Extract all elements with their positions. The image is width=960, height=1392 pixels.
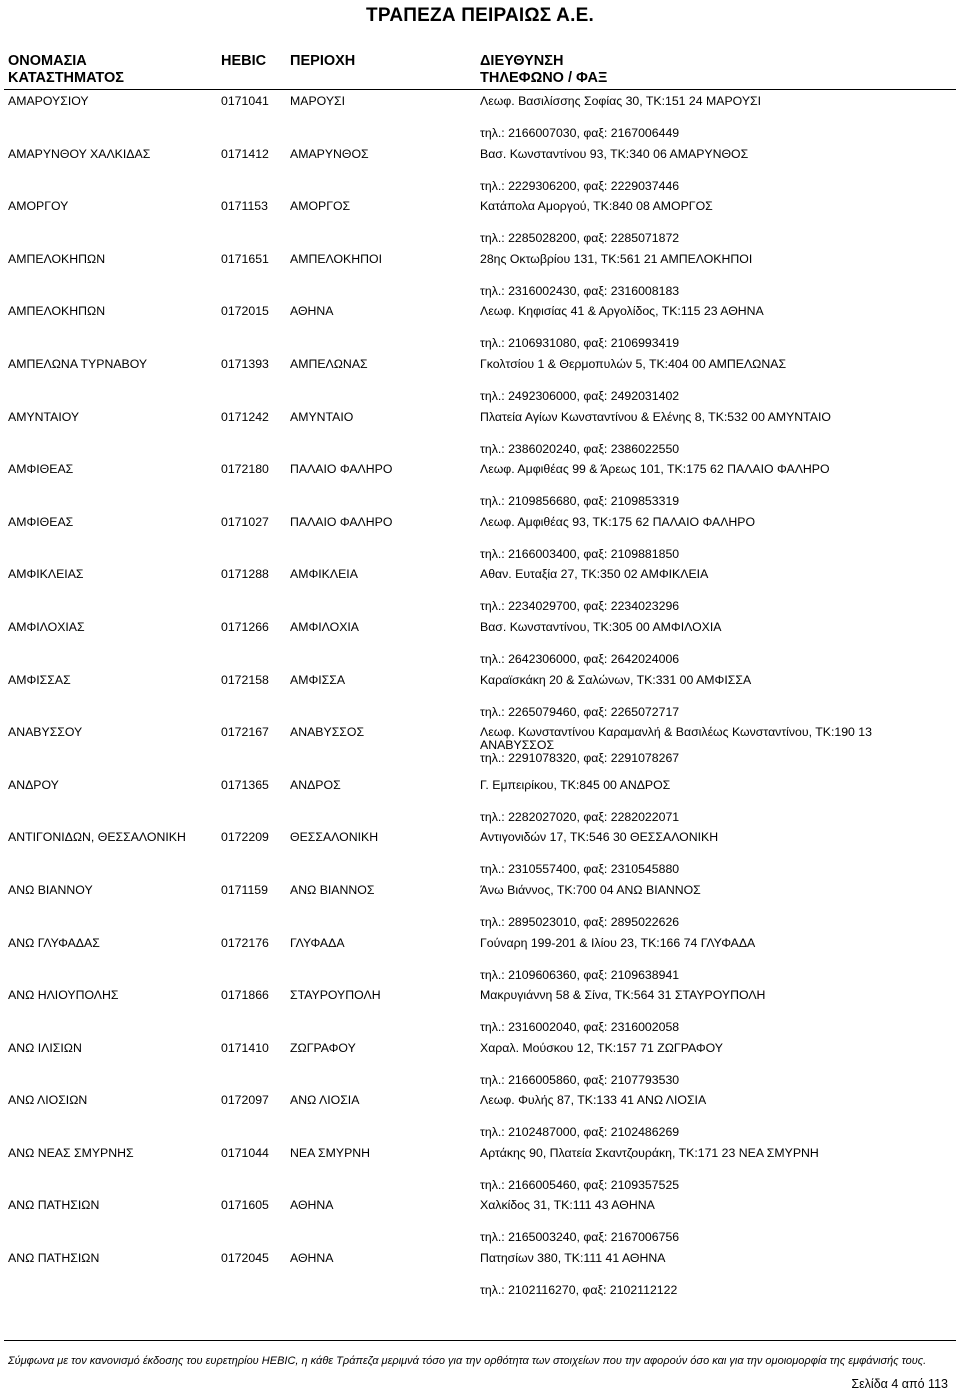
hebic-code: 0171412	[221, 146, 269, 161]
page-number: Σελίδα 4 από 113	[851, 1377, 948, 1391]
address: Λεωφ. Αμφιθέας 99 & Άρεως 101, ΤΚ:175 62 ΠΑΛΑΙΟ ΦΑΛΗΡΟ	[480, 462, 830, 477]
address: 28ης Οκτωβρίου 131, ΤΚ:561 21 ΑΜΠΕΛΟΚΗΠΟΙ	[480, 251, 753, 266]
header-address-line2: ΤΗΛΕΦΩΝΟ / ΦΑΞ	[480, 70, 608, 86]
hebic-code: 0172176	[221, 935, 269, 950]
phone-fax: τηλ.: 2166005860, φαξ: 2107793530	[480, 1072, 680, 1087]
area: ΑΜΟΡΓΟΣ	[290, 199, 351, 214]
address: Αντιγονιδών 17, ΤΚ:546 30 ΘΕΣΣΑΛΟΝΙΚΗ	[480, 830, 719, 845]
branch-name: ΑΝΩ ΠΑΤΗΣΙΩΝ	[8, 1198, 100, 1213]
table-row	[0, 937, 960, 990]
address: Λεωφ. Κωνσταντίνου Καραμανλή & Βασιλέως Κωνσταντίνου, ΤΚ:190 13 ΑΝΑΒΥΣΣΟΣ	[480, 725, 872, 753]
table-row	[0, 621, 960, 674]
phone-fax: τηλ.: 2310557400, φαξ: 2310545880	[480, 862, 680, 877]
hebic-code: 0171365	[221, 777, 269, 792]
area: ΑΝΑΒΥΣΣΟΣ	[290, 725, 365, 740]
branch-name: ΑΜΑΡΟΥΣΙΟΥ	[8, 94, 89, 108]
branch-name: ΑΝΤΙΓΟΝΙΔΩΝ, ΘΕΣΣΑΛΟΝΙΚΗ	[8, 830, 186, 845]
area: ΑΘΗΝΑ	[290, 1198, 334, 1213]
document-title: ΤΡΑΠΕΖΑ ΠΕΙΡΑΙΩΣ Α.Ε.	[366, 5, 594, 26]
phone-fax: τηλ.: 2895023010, φαξ: 2895022626	[480, 914, 680, 929]
phone-fax: τηλ.: 2291078320, φαξ: 2291078267	[480, 751, 680, 766]
branch-name: ΑΝΩ ΛΙΟΣΙΩΝ	[8, 1093, 88, 1108]
branch-name: ΑΜΠΕΛΟΚΗΠΩΝ	[8, 251, 106, 266]
phone-fax: τηλ.: 2642306000, φαξ: 2642024006	[480, 651, 680, 666]
phone-fax: τηλ.: 2166007030, φαξ: 2167006449	[480, 126, 680, 140]
branch-name: ΑΜΥΝΤΑΙΟΥ	[8, 409, 80, 424]
area: ΝΕΑ ΣΜΥΡΝΗ	[290, 1145, 371, 1160]
hebic-code: 0172180	[221, 462, 269, 477]
header-hebic: HEBIC	[221, 53, 267, 69]
address: Λεωφ. Αμφιθέας 93, ΤΚ:175 62 ΠΑΛΑΙΟ ΦΑΛΗΡΟ	[480, 514, 756, 529]
area: ΓΛΥΦΑΔΑ	[290, 935, 345, 950]
branch-name: ΑΜΠΕΛΟΚΗΠΩΝ	[8, 304, 106, 319]
area: ΑΜΑΡΥΝΘΟΣ	[290, 146, 369, 161]
address: Λεωφ. Κηφισίας 41 & Αργολίδος, ΤΚ:115 23 ΑΘΗΝΑ	[480, 304, 764, 319]
phone-fax: τηλ.: 2282027020, φαξ: 2282022071	[480, 809, 680, 824]
hebic-code: 0171866	[221, 988, 269, 1003]
area: ΖΩΓΡΑΦΟΥ	[290, 1040, 356, 1055]
hebic-code: 0171605	[221, 1198, 269, 1213]
table-row	[0, 95, 960, 148]
phone-fax: τηλ.: 2265079460, φαξ: 2265072717	[480, 704, 680, 719]
branch-name: ΑΜΦΙΛΟΧΙΑΣ	[8, 619, 85, 634]
hebic-code: 0172209	[221, 830, 269, 845]
address: Χαλκίδος 31, ΤΚ:111 43 ΑΘΗΝΑ	[480, 1198, 655, 1213]
hebic-code: 0171288	[221, 567, 269, 582]
table-row	[0, 411, 960, 464]
table-row	[0, 148, 960, 201]
phone-fax: τηλ.: 2102487000, φαξ: 2102486269	[480, 1125, 680, 1140]
branch-name: ΑΜΠΕΛΩΝΑ ΤΥΡΝΑΒΟΥ	[8, 356, 148, 371]
table-row	[0, 779, 960, 832]
hebic-code: 0171027	[221, 514, 269, 529]
branch-name: ΑΝΩ ΝΕΑΣ ΣΜΥΡΝΗΣ	[8, 1145, 134, 1160]
phone-fax: τηλ.: 2285028200, φαξ: 2285071872	[480, 231, 680, 246]
hebic-code: 0171651	[221, 251, 269, 266]
header-address	[480, 53, 607, 87]
area: ΑΜΦΙΚΛΕΙΑ	[290, 567, 358, 582]
branch-name: ΑΝΑΒΥΣΣΟΥ	[8, 725, 83, 740]
hebic-code: 0171393	[221, 356, 269, 371]
branch-name: ΑΜΦΙΘΕΑΣ	[8, 514, 74, 529]
phone-fax: τηλ.: 2109856680, φαξ: 2109853319	[480, 494, 680, 509]
table-row	[0, 1147, 960, 1200]
area: ΑΝΩ ΒΙΑΝΝΟΣ	[290, 882, 375, 897]
branch-name: ΑΝΩ ΒΙΑΝΝΟΥ	[8, 882, 93, 897]
phone-fax: τηλ.: 2492306000, φαξ: 2492031402	[480, 388, 680, 403]
address: Λεωφ. Βασιλίσσης Σοφίας 30, ΤΚ:151 24 ΜΑΡΟΥΣΙ	[480, 94, 762, 108]
branch-name: ΑΝΩ ΗΛΙΟΥΠΟΛΗΣ	[8, 988, 119, 1003]
branch-name: ΑΜΟΡΓΟΥ	[8, 199, 69, 214]
hebic-code: 0172158	[221, 672, 269, 687]
area: ΘΕΣΣΑΛΟΝΙΚΗ	[290, 830, 379, 845]
table-row	[0, 1094, 960, 1147]
address: Καραϊσκάκη 20 & Σαλώνων, ΤΚ:331 00 ΑΜΦΙΣΣΑ	[480, 672, 752, 687]
hebic-code: 0172045	[221, 1251, 269, 1266]
area: ΜΑΡΟΥΣΙ	[290, 94, 346, 108]
area: ΑΜΠΕΛΟΚΗΠΟΙ	[290, 251, 382, 266]
header-name-line2: ΚΑΤΑΣΤΗΜΑΤΟΣ	[8, 70, 124, 86]
hebic-code: 0172167	[221, 725, 269, 740]
phone-fax: τηλ.: 2234029700, φαξ: 2234023296	[480, 599, 680, 614]
address: Βασ. Κωνσταντίνου 93, ΤΚ:340 06 ΑΜΑΡΥΝΘΟΣ	[480, 146, 749, 161]
phone-fax: τηλ.: 2229306200, φαξ: 2229037446	[480, 178, 680, 193]
address: Γκολτσίου 1 & Θερμοπυλών 5, ΤΚ:404 00 ΑΜΠΕΛΩΝΑΣ	[480, 356, 787, 371]
branch-name: ΑΜΦΙΣΣΑΣ	[8, 672, 71, 687]
header-divider	[4, 89, 956, 90]
table-row	[0, 726, 960, 779]
area: ΑΜΥΝΤΑΙΟ	[290, 409, 354, 424]
address: Αθαν. Ευταξία 27, ΤΚ:350 02 ΑΜΦΙΚΛΕΙΑ	[480, 567, 709, 582]
table-row	[0, 989, 960, 1042]
address: Μακρυγιάννη 58 & Σίνα, ΤΚ:564 31 ΣΤΑΥΡΟΥΠΟΛΗ	[480, 988, 766, 1003]
phone-fax: τηλ.: 2316002040, φαξ: 2316002058	[480, 1020, 680, 1035]
footer-note: Σύμφωνα με τον κανονισμό έκδοσης του ευρετηρίου HEBIC, η κάθε Τράπεζα μεριμνά τόσο για την ορθότητα των στοιχείων που την αφορούν όσο και για την ομοιομορφία της εμφάνισής τους.	[8, 1355, 927, 1367]
address: Άνω Βιάννος, ΤΚ:700 04 ΑΝΩ ΒΙΑΝΝΟΣ	[480, 882, 701, 897]
hebic-code: 0171242	[221, 409, 269, 424]
branch-name: ΑΝΩ ΠΑΤΗΣΙΩΝ	[8, 1251, 100, 1266]
footer-divider	[4, 1340, 956, 1341]
table-row	[0, 1199, 960, 1252]
phone-fax: τηλ.: 2166005460, φαξ: 2109357525	[480, 1177, 680, 1192]
branch-name: ΑΝΩ ΓΛΥΦΑΔΑΣ	[8, 935, 100, 950]
table-row	[0, 305, 960, 358]
area: ΑΜΠΕΛΩΝΑΣ	[290, 356, 368, 371]
area: ΣΤΑΥΡΟΥΠΟΛΗ	[290, 988, 381, 1003]
area: ΠΑΛΑΙΟ ΦΑΛΗΡΟ	[290, 462, 393, 477]
table-row	[0, 1042, 960, 1095]
phone-fax: τηλ.: 2165003240, φαξ: 2167006756	[480, 1230, 680, 1245]
address: Αρτάκης 90, Πλατεία Σκαντζουράκη, ΤΚ:171 23 ΝΕΑ ΣΜΥΡΝΗ	[480, 1145, 819, 1160]
header-address-line1: ΔΙΕΥΘΥΝΣΗ	[480, 53, 564, 69]
hebic-code: 0171041	[221, 94, 269, 108]
hebic-code: 0172097	[221, 1093, 269, 1108]
table-row	[0, 568, 960, 621]
table-row	[0, 884, 960, 937]
header-area: ΠΕΡΙΟΧΗ	[290, 53, 356, 69]
address: Πατησίων 380, ΤΚ:111 41 ΑΘΗΝΑ	[480, 1251, 666, 1266]
area: ΑΜΦΙΣΣΑ	[290, 672, 346, 687]
address: Λεωφ. Φυλής 87, ΤΚ:133 41 ΑΝΩ ΛΙΟΣΙΑ	[480, 1093, 707, 1108]
table-row	[0, 358, 960, 411]
branch-name: ΑΜΦΙΘΕΑΣ	[8, 462, 74, 477]
address: Γ. Εμπειρίκου, ΤΚ:845 00 ΑΝΔΡΟΣ	[480, 777, 671, 792]
area: ΑΘΗΝΑ	[290, 1251, 334, 1266]
phone-fax: τηλ.: 2386020240, φαξ: 2386022550	[480, 441, 680, 456]
hebic-code: 0171266	[221, 619, 269, 634]
area: ΠΑΛΑΙΟ ΦΑΛΗΡΟ	[290, 514, 393, 529]
branch-name: ΑΜΑΡΥΝΘΟΥ ΧΑΛΚΙΔΑΣ	[8, 146, 151, 161]
hebic-code: 0171153	[221, 199, 268, 214]
area: ΑΜΦΙΛΟΧΙΑ	[290, 619, 360, 634]
table-row	[0, 253, 960, 306]
area: ΑΘΗΝΑ	[290, 304, 334, 319]
branch-name: ΑΝΩ ΙΛΙΣΙΩΝ	[8, 1040, 82, 1055]
area: ΑΝΔΡΟΣ	[290, 777, 341, 792]
branch-name: ΑΝΔΡΟΥ	[8, 777, 59, 792]
branch-name: ΑΜΦΙΚΛΕΙΑΣ	[8, 567, 84, 582]
phone-fax: τηλ.: 2102116270, φαξ: 2102112122	[480, 1283, 678, 1298]
hebic-code: 0171159	[221, 882, 268, 897]
hebic-code: 0171044	[221, 1145, 269, 1160]
address: Κατάπολα Αμοργού, ΤΚ:840 08 ΑΜΟΡΓΟΣ	[480, 199, 713, 214]
hebic-code: 0171410	[221, 1040, 269, 1055]
header-name-line1: ΟΝΟΜΑΣΙΑ	[8, 53, 87, 69]
phone-fax: τηλ.: 2316002430, φαξ: 2316008183	[480, 283, 680, 298]
phone-fax: τηλ.: 2106931080, φαξ: 2106993419	[480, 336, 680, 351]
hebic-code: 0172015	[221, 304, 269, 319]
address: Χαραλ. Μούσκου 12, ΤΚ:157 71 ΖΩΓΡΑΦΟΥ	[480, 1040, 724, 1055]
table-row	[0, 674, 960, 727]
header-name	[8, 53, 124, 87]
phone-fax: τηλ.: 2166003400, φαξ: 2109881850	[480, 546, 680, 561]
area: ΑΝΩ ΛΙΟΣΙΑ	[290, 1093, 360, 1108]
phone-fax: τηλ.: 2109606360, φαξ: 2109638941	[480, 967, 680, 982]
table-row	[0, 516, 960, 569]
address: Πλατεία Αγίων Κωνσταντίνου & Ελένης 8, ΤΚ:532 00 ΑΜΥΝΤΑΙΟ	[480, 409, 831, 424]
table-row	[0, 200, 960, 253]
table-row	[0, 831, 960, 884]
address: Γούναρη 199-201 & Ιλίου 23, ΤΚ:166 74 ΓΛΥΦΑΔΑ	[480, 935, 756, 950]
table-row	[0, 1252, 960, 1305]
table-row	[0, 463, 960, 516]
branch-table	[0, 95, 960, 1305]
address: Βασ. Κωνσταντίνου, ΤΚ:305 00 ΑΜΦΙΛΟΧΙΑ	[480, 619, 722, 634]
